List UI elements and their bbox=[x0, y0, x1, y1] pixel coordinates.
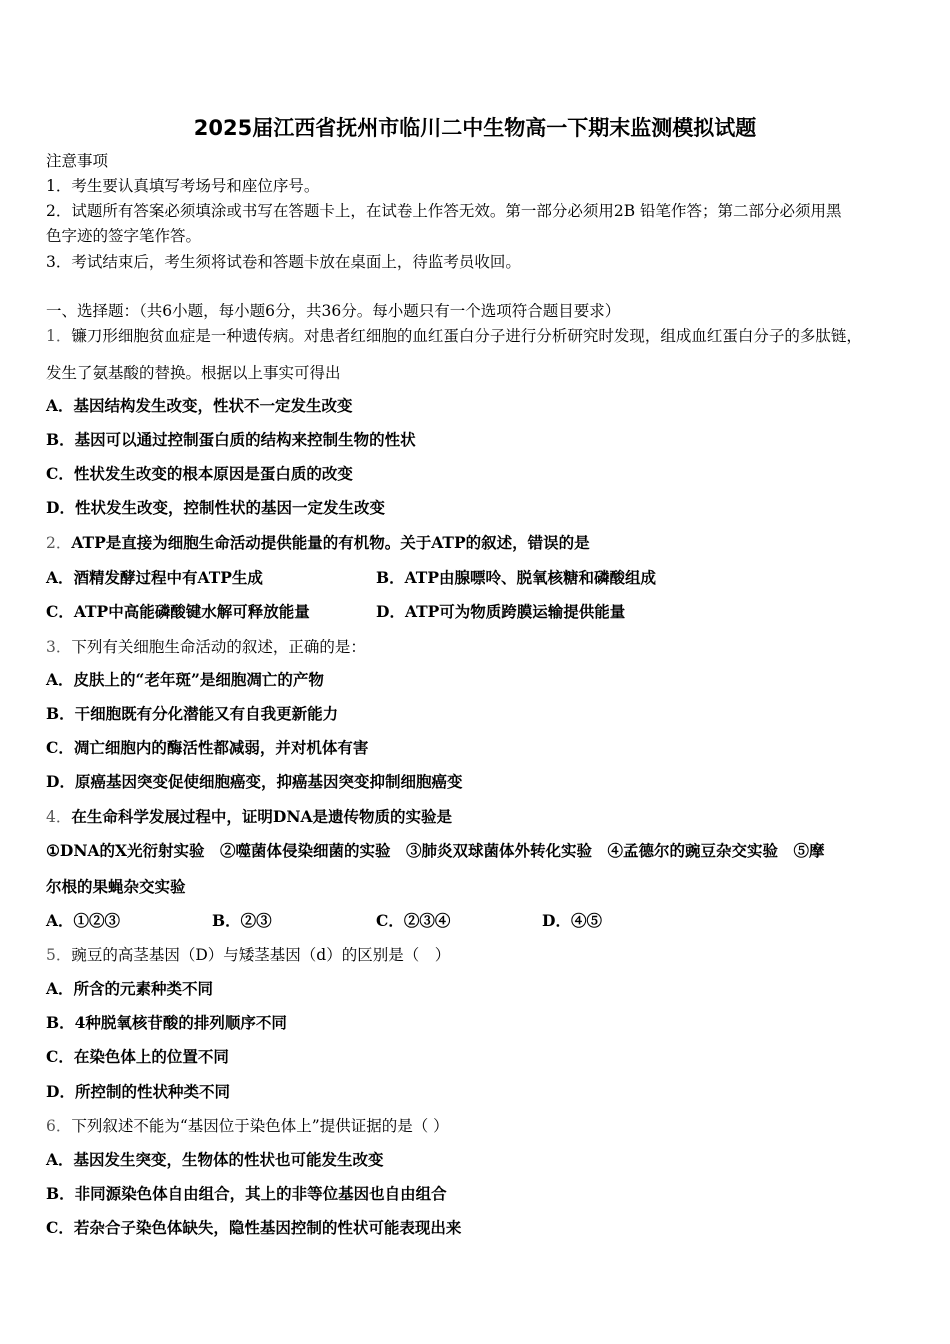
section-heading: 一、选择题：（共6小题，每小题6分，共36分。每小题只有一个选项符合题目要求） bbox=[46, 302, 621, 320]
notice-item: 1．考生要认真填写考场号和座位序号。 bbox=[46, 177, 320, 195]
notice-item: 色字迹的签字笔作答。 bbox=[46, 227, 202, 245]
question-3-option-a: A．皮肤上的“老年斑”是细胞凋亡的产物 bbox=[46, 670, 324, 689]
question-number: 6． bbox=[46, 1117, 72, 1135]
question-3-option-c: C．凋亡细胞内的酶活性都减弱，并对机体有害 bbox=[46, 738, 369, 757]
question-1-option-d: D．性状发生改变，控制性状的基因一定发生改变 bbox=[46, 498, 385, 517]
question-5-option-a: A．所含的元素种类不同 bbox=[46, 979, 214, 998]
question-1-option-c: C．性状发生改变的根本原因是蛋白质的改变 bbox=[46, 464, 353, 483]
question-2-option-a: A．酒精发酵过程中有ATP生成 bbox=[46, 568, 263, 587]
question-number: 5． bbox=[46, 946, 72, 964]
document-title: 2025届江西省抚州市临川二中生物高一下期末监测模拟试题 bbox=[193, 116, 757, 140]
question-5-option-c: C．在染色体上的位置不同 bbox=[46, 1047, 229, 1066]
question-6-option-c: C．若杂合子染色体缺失，隐性基因控制的性状可能表现出来 bbox=[46, 1218, 462, 1237]
question-1-option-a: A．基因结构发生改变，性状不一定发生改变 bbox=[46, 396, 353, 415]
notice-item: 3．考试结束后，考生须将试卷和答题卡放在桌面上，待监考员收回。 bbox=[46, 253, 521, 271]
question-4-option-b: B．②③ bbox=[212, 911, 272, 930]
question-2-stem: 2．ATP是直接为细胞生命活动提供能量的有机物。关于ATP的叙述，错误的是 bbox=[46, 533, 590, 552]
question-2-options-row2 bbox=[46, 602, 906, 622]
question-1-stem: 1．镰刀形细胞贫血症是一种遗传病。对患者红细胞的血红蛋白分子进行分析研究时发现，组成血红蛋白分子的多肽链， bbox=[46, 327, 862, 345]
question-6-stem: 6．下列叙述不能为“基因位于染色体上”提供证据的是（ ） bbox=[46, 1117, 449, 1135]
question-4-items: ①DNA的X光衍射实验 ②噬菌体侵染细菌的实验 ③肺炎双球菌体外转化实验 ④孟德尔的豌豆杂交实验 ⑤摩 bbox=[46, 841, 825, 860]
question-4-option-c: C．②③④ bbox=[376, 911, 451, 930]
question-1-stem-cont: 发生了氨基酸的替换。根据以上事实可得出 bbox=[46, 364, 341, 382]
question-3-option-d: D．原癌基因突变促使细胞癌变，抑癌基因突变抑制细胞癌变 bbox=[46, 772, 463, 791]
question-1-option-b: B．基因可以通过控制蛋白质的结构来控制生物的性状 bbox=[46, 430, 416, 449]
question-number: 3． bbox=[46, 638, 72, 656]
question-6-option-a: A．基因发生突变，生物体的性状也可能发生改变 bbox=[46, 1150, 384, 1169]
question-number: 2． bbox=[46, 534, 72, 552]
question-4-option-d: D．④⑤ bbox=[542, 911, 602, 930]
question-5-option-d: D．所控制的性状种类不同 bbox=[46, 1082, 230, 1101]
notice-item: 2．试题所有答案必须填涂或书写在答题卡上，在试卷上作答无效。第一部分必须用2B 铅笔作答；第二部分必须用黑 bbox=[46, 202, 842, 220]
question-4-stem: 4．在生命科学发展过程中，证明DNA是遗传物质的实验是 bbox=[46, 807, 453, 826]
question-number: 4． bbox=[46, 808, 72, 826]
question-3-stem: 3．下列有关细胞生命活动的叙述，正确的是： bbox=[46, 638, 366, 656]
question-number: 1． bbox=[46, 327, 72, 345]
question-2-option-c: C．ATP中高能磷酸键水解可释放能量 bbox=[46, 602, 310, 621]
notice-heading: 注意事项 bbox=[46, 152, 109, 170]
question-2-option-d: D．ATP可为物质跨膜运输提供能量 bbox=[376, 602, 626, 621]
question-4-items-cont: 尔根的果蝇杂交实验 bbox=[46, 877, 186, 896]
question-3-option-b: B．干细胞既有分化潜能又有自我更新能力 bbox=[46, 704, 339, 723]
question-2-option-b: B．ATP由腺嘌呤、脱氧核糖和磷酸组成 bbox=[376, 568, 656, 587]
question-5-option-b: B．4种脱氧核苷酸的排列顺序不同 bbox=[46, 1013, 287, 1032]
question-4-options bbox=[46, 911, 906, 931]
question-5-stem: 5．豌豆的高茎基因（D）与矮茎基因（d）的区别是（ ） bbox=[46, 946, 451, 964]
question-6-option-b: B．非同源染色体自由组合，其上的非等位基因也自由组合 bbox=[46, 1184, 447, 1203]
question-2-options-row1 bbox=[46, 568, 906, 588]
question-4-option-a: A．①②③ bbox=[46, 911, 121, 930]
